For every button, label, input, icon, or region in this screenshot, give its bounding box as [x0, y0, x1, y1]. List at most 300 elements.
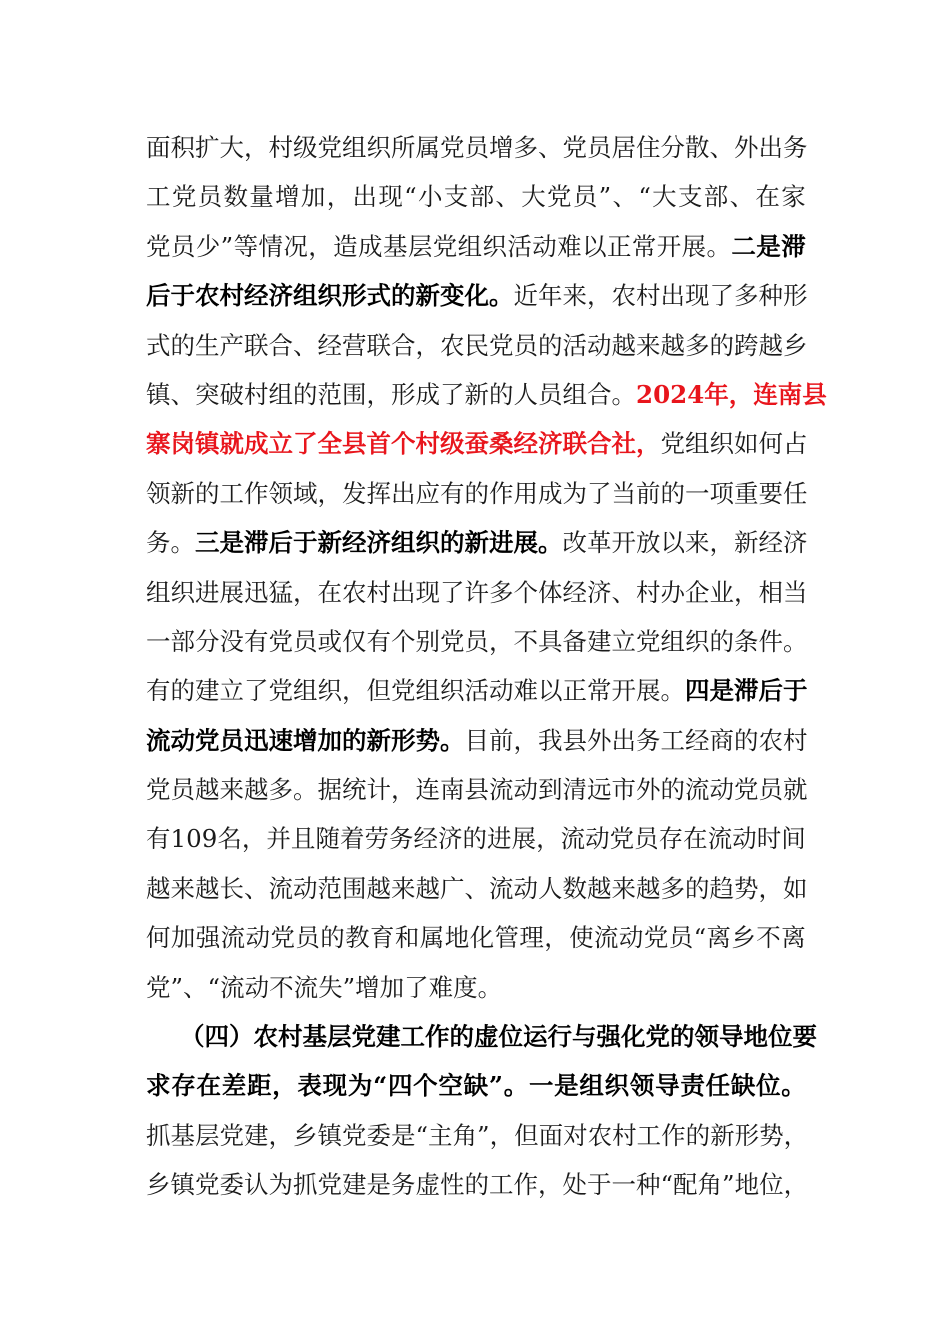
text-char: 猛 [268, 577, 293, 607]
bold-char: 于 [170, 281, 195, 311]
bold-char: 变 [440, 281, 465, 311]
bold-char: （ [180, 1022, 205, 1052]
text-char: 务 [391, 1170, 416, 1200]
text-char: 的 [709, 626, 734, 656]
text-char: 离 [706, 923, 732, 953]
bold-char: 的 [440, 528, 465, 558]
bold-char: 后 [268, 528, 293, 558]
bold-char: 形 [391, 725, 416, 755]
text-char: 的 [660, 478, 685, 508]
bold-char: 差 [221, 1071, 247, 1101]
text-char: ， [342, 676, 367, 706]
text-char: 展 [511, 824, 537, 854]
text-char: ， [783, 1120, 809, 1150]
text-char: 村 [636, 577, 661, 607]
text-char: 织 [709, 429, 734, 459]
text-line [146, 963, 806, 1012]
text-char: 。 [783, 626, 808, 656]
text-char: 形 [783, 281, 808, 311]
text-char: 处 [562, 1170, 587, 1200]
text-char: 统 [342, 775, 367, 805]
text-line [146, 1111, 809, 1160]
text-char: 连 [415, 775, 440, 805]
bold-char: 织 [415, 528, 440, 558]
text-char: 来 [611, 873, 636, 903]
text-char: 员 [538, 379, 563, 409]
text-char: 流 [489, 873, 514, 903]
text-char: 党 [432, 231, 458, 261]
bold-char: 基 [302, 1022, 327, 1052]
bold-char: 工 [400, 1022, 425, 1052]
text-char: 为 [268, 1170, 293, 1200]
text-char: 动 [245, 923, 271, 953]
text-char: 大 [521, 182, 546, 212]
text-line [146, 469, 806, 518]
text-char: 党 [547, 182, 572, 212]
highlighted-char: 级 [440, 429, 465, 459]
text-char: 相 [758, 577, 783, 607]
text-char: 流 [293, 972, 319, 1002]
text-char: 开 [611, 528, 636, 558]
text-char: 前 [489, 725, 514, 755]
bold-char: 位 [756, 1071, 781, 1101]
highlighted-char: 桑 [489, 429, 514, 459]
text-char: 立 [611, 626, 636, 656]
text-char: 强 [195, 923, 221, 953]
text-char: 的 [489, 379, 514, 409]
text-char: 别 [415, 626, 440, 656]
text-char: 难 [513, 676, 538, 706]
text-char: ， [268, 1120, 293, 1150]
text-char: 分 [660, 133, 685, 162]
text-char: 量 [249, 182, 274, 212]
text-char: 动 [513, 775, 538, 805]
bold-char: 式 [366, 281, 391, 311]
text-char: 趋 [709, 873, 734, 903]
text-char: 党 [562, 133, 587, 162]
text-char: 党 [660, 429, 685, 459]
bold-char: 党 [645, 1022, 670, 1052]
text-char: 形 [734, 1120, 760, 1150]
text-char: 如 [783, 873, 808, 903]
bold-char: 二 [731, 231, 756, 261]
text-char: “ [404, 182, 417, 212]
highlighted-char: 首 [366, 429, 391, 459]
bold-char: 滞 [244, 528, 269, 558]
text-char: 工 [146, 182, 171, 212]
text-char: 了 [244, 676, 269, 706]
text-line [146, 1061, 806, 1110]
highlighted-char: 县 [802, 379, 827, 409]
text-char: 党 [270, 923, 295, 953]
text-char: 组 [562, 379, 587, 409]
text-char: 经 [317, 330, 342, 360]
highlighted-char: 年 [704, 379, 729, 409]
text-char: 越 [758, 330, 783, 360]
text-char: 造 [333, 231, 358, 261]
text-char: 大 [652, 182, 677, 212]
text-char: 加 [300, 182, 326, 212]
text-char: 家 [781, 182, 806, 212]
text-line [146, 814, 806, 863]
bold-char: 势 [415, 725, 440, 755]
text-char: 乡 [146, 1170, 171, 1200]
bold-char: 。 [503, 1071, 529, 1101]
bold-char: 三 [195, 528, 220, 558]
text-char: 使 [569, 923, 594, 953]
bold-char: 化 [621, 1022, 646, 1052]
text-char: 发 [342, 478, 367, 508]
text-char: 越 [636, 873, 661, 903]
text-char: 经 [685, 725, 710, 755]
text-char: 散 [685, 133, 710, 162]
text-char: 革 [587, 528, 612, 558]
text-char: 经 [413, 824, 438, 854]
text-line [146, 1160, 809, 1209]
text-char: 开 [611, 676, 636, 706]
text-char: 的 [464, 1170, 489, 1200]
text-char: 的 [462, 824, 488, 854]
text-char: 长 [219, 873, 244, 903]
text-char: 济 [438, 824, 463, 854]
text-char: 越 [146, 873, 171, 903]
text-char: 多 [685, 330, 710, 360]
text-char: 何 [758, 429, 783, 459]
text-char: 员 [464, 626, 489, 656]
text-char: 党 [195, 1170, 220, 1200]
text-char: 地 [734, 1170, 760, 1200]
bold-char: 后 [758, 676, 783, 706]
text-char: 为 [562, 478, 587, 508]
text-char: 出 [611, 725, 636, 755]
text-char: 动 [732, 824, 757, 854]
highlighted-char: 2 [670, 379, 688, 409]
text-char: 、 [293, 330, 318, 360]
bold-char: 现 [322, 1071, 348, 1101]
bold-char: 四 [204, 1022, 229, 1052]
bold-char: 党 [195, 725, 220, 755]
text-char: 有 [146, 824, 171, 854]
text-char: 情 [258, 231, 283, 261]
text-char: 开 [656, 231, 682, 261]
text-char: 占 [783, 429, 808, 459]
bold-char: 经 [342, 528, 367, 558]
text-char: 支 [677, 182, 703, 212]
bold-char: 新 [366, 725, 391, 755]
text-char: 党 [317, 1170, 342, 1200]
highlighted-char: 岗 [170, 429, 195, 459]
text-char: 了 [404, 972, 429, 1002]
text-char: 外 [734, 133, 759, 162]
text-char: “ [415, 1120, 429, 1150]
text-char: ” [170, 972, 184, 1002]
text-char: 新 [734, 528, 759, 558]
text-char: 级 [293, 133, 318, 162]
text-char: 不 [756, 923, 781, 953]
text-char: 动 [532, 231, 557, 261]
text-char: 党 [636, 626, 661, 656]
text-char: 合 [268, 330, 293, 360]
text-line [146, 419, 806, 468]
text-char: 村 [244, 379, 269, 409]
bold-char: 党 [351, 1022, 376, 1052]
text-char: ， [308, 231, 333, 261]
bold-char: 表 [297, 1071, 322, 1101]
text-char: 破 [219, 379, 244, 409]
text-char: 展 [681, 231, 707, 261]
text-char: 进 [487, 824, 512, 854]
text-char: 业 [709, 577, 734, 607]
text-char: 。 [293, 775, 318, 805]
text-char: 组 [685, 429, 710, 459]
text-char: 式 [146, 330, 171, 360]
text-char: 来 [219, 775, 244, 805]
text-char: 员 [513, 330, 538, 360]
bold-char: 是 [219, 528, 244, 558]
text-char: 、 [244, 873, 269, 903]
text-char: 年 [538, 281, 563, 311]
text-char: “ [638, 182, 651, 212]
highlighted-char: 个 [391, 429, 416, 459]
text-char: 前 [636, 478, 661, 508]
text-char: 一 [685, 478, 710, 508]
text-char: 的 [685, 873, 710, 903]
text-char: 流 [268, 873, 293, 903]
text-char: 现 [415, 577, 440, 607]
text-char: 条 [734, 626, 759, 656]
text-char: 对 [563, 1120, 588, 1150]
text-char: 活 [464, 676, 489, 706]
text-char: 镇 [317, 1120, 342, 1150]
text-char: 体 [538, 577, 563, 607]
text-char: 党 [643, 923, 669, 953]
text-char: 种 [758, 281, 783, 311]
text-char: 以 [660, 528, 685, 558]
text-char: 势 [759, 1120, 784, 1150]
bold-char: 的 [391, 281, 416, 311]
highlighted-char: 0 [653, 379, 671, 409]
text-char: 一 [611, 1170, 636, 1200]
text-char: 多 [734, 281, 759, 311]
bold-char: 进 [489, 528, 514, 558]
text-char: 常 [631, 231, 657, 261]
text-char: 员 [295, 923, 320, 953]
text-char: 件 [758, 626, 783, 656]
bold-char: 领 [629, 1071, 655, 1101]
text-char: 离 [781, 923, 806, 953]
text-char: 0 [186, 824, 202, 854]
bold-char: 迅 [244, 725, 269, 755]
text-char: 许 [464, 577, 489, 607]
bold-char: 的 [342, 725, 367, 755]
bold-char: 求 [146, 1071, 171, 1101]
text-char: 增 [355, 972, 380, 1002]
text-char: 。 [706, 231, 732, 261]
text-char: 化 [469, 923, 495, 953]
text-char: 、 [729, 182, 755, 212]
text-char: “ [207, 972, 221, 1002]
text-char: 部 [170, 626, 195, 656]
text-char: 县 [464, 775, 489, 805]
text-char: 乡 [783, 330, 808, 360]
highlighted-char: ， [636, 429, 661, 459]
text-char: 的 [320, 923, 345, 953]
text-char: ， [489, 626, 514, 656]
bold-char: 后 [146, 281, 171, 311]
text-char: 多 [513, 133, 538, 162]
text-char: 远 [587, 775, 612, 805]
text-char: 了 [587, 478, 612, 508]
text-char: 挥 [366, 478, 391, 508]
text-char: 等 [233, 231, 259, 261]
text-char: 的 [734, 725, 759, 755]
text-char: 作 [661, 1120, 686, 1150]
text-char: 域 [293, 478, 318, 508]
text-char: 流 [220, 923, 246, 953]
text-char: 织 [317, 676, 342, 706]
text-char: ” [477, 1120, 490, 1150]
text-char: 9 [201, 824, 218, 854]
text-char: 当 [783, 577, 808, 607]
bold-char: 行 [547, 1022, 572, 1052]
text-char: 组 [660, 626, 685, 656]
text-char: 越 [660, 330, 685, 360]
text-char: 目 [464, 725, 489, 755]
text-char: 作 [244, 478, 269, 508]
text-char: 的 [660, 775, 685, 805]
text-char: 外 [636, 775, 661, 805]
text-char: 于 [587, 1170, 612, 1200]
bold-char: 强 [596, 1022, 621, 1052]
text-char: 、 [464, 873, 489, 903]
text-char: 党 [219, 1120, 244, 1150]
text-char: ， [391, 775, 416, 805]
text-char: ” [342, 972, 356, 1002]
text-char: 大 [219, 133, 244, 162]
text-char: 经 [562, 577, 587, 607]
text-char: ， [489, 1120, 515, 1150]
text-char: 改 [562, 528, 587, 558]
text-char: 的 [293, 379, 318, 409]
text-char: 动 [244, 972, 270, 1002]
text-char: 以 [582, 231, 607, 261]
text-char: 居 [611, 133, 636, 162]
bold-char: 组 [391, 528, 416, 558]
text-char: 越 [366, 873, 391, 903]
text-char: 党 [609, 824, 635, 854]
text-char: 是 [391, 1120, 416, 1150]
bold-char: 员 [219, 725, 244, 755]
bold-char: 运 [523, 1022, 548, 1052]
text-char: 民 [464, 330, 489, 360]
bold-char: 建 [376, 1022, 401, 1052]
text-char: 党 [734, 775, 759, 805]
bold-char: 于 [783, 676, 808, 706]
text-char: 越 [195, 873, 220, 903]
text-char: 越 [415, 873, 440, 903]
text-char: 越 [611, 330, 636, 360]
text-char: ， [293, 577, 318, 607]
bold-char: 村 [278, 1022, 303, 1052]
text-char: 织 [170, 577, 195, 607]
text-char: 广 [440, 873, 465, 903]
text-char: 员 [464, 133, 489, 162]
text-line [146, 321, 806, 370]
bold-char: 虚 [474, 1022, 499, 1052]
text-char: 流 [220, 972, 245, 1002]
text-char: 党 [268, 626, 293, 656]
bold-char: 导 [655, 1071, 680, 1101]
text-char: ， [536, 824, 561, 854]
text-char: 据 [317, 775, 342, 805]
text-char: 联 [244, 330, 269, 360]
text-char: 流 [685, 775, 710, 805]
bold-char: 织 [604, 1071, 630, 1101]
bold-char: “ [373, 1071, 388, 1101]
text-char: 外 [587, 725, 612, 755]
text-char: 一 [146, 626, 171, 656]
text-char: 务 [636, 725, 661, 755]
text-char: 营 [342, 330, 367, 360]
text-char: 动 [293, 873, 318, 903]
text-char: 合 [587, 379, 612, 409]
text-char: 有 [244, 626, 269, 656]
bold-char: 形 [342, 281, 367, 311]
text-char: 、 [170, 379, 195, 409]
highlighted-char: 了 [293, 429, 318, 459]
text-char: 来 [562, 281, 587, 311]
text-char: 员 [572, 182, 598, 212]
text-char: 组 [268, 379, 293, 409]
text-char: 应 [415, 478, 440, 508]
bold-char: 流 [146, 725, 171, 755]
text-char: 放 [636, 528, 661, 558]
text-char: 组 [415, 676, 440, 706]
text-char: 增 [275, 182, 300, 212]
text-char: 和 [394, 923, 420, 953]
text-char: 认 [244, 1170, 269, 1200]
text-char: 员 [293, 626, 318, 656]
bold-char: 滞 [781, 231, 806, 261]
text-char: 常 [587, 676, 612, 706]
text-char: 住 [636, 133, 661, 162]
text-char: 建 [587, 626, 612, 656]
text-char: 活 [507, 231, 532, 261]
text-char: 联 [366, 330, 391, 360]
text-char: 了 [440, 379, 465, 409]
text-char: 动 [513, 873, 538, 903]
bold-char: 的 [670, 1022, 695, 1052]
text-char: 组 [293, 676, 318, 706]
text-char: 地 [444, 923, 470, 953]
text-char: 多 [660, 873, 685, 903]
text-char: 工 [219, 478, 244, 508]
text-char: 所 [391, 133, 416, 162]
text-char: ， [783, 1170, 809, 1200]
text-char: 来 [170, 873, 195, 903]
text-char: 建 [342, 1170, 367, 1200]
text-char: 人 [538, 873, 563, 903]
text-char: 流 [560, 824, 586, 854]
text-char: 性 [440, 1170, 465, 1200]
text-char: 建 [244, 1120, 269, 1150]
text-char: 农 [611, 281, 636, 311]
text-char: 展 [219, 577, 244, 607]
text-char: 工 [660, 725, 685, 755]
highlighted-char: 镇 [195, 429, 220, 459]
text-char: 出 [391, 478, 416, 508]
text-line [146, 518, 806, 567]
